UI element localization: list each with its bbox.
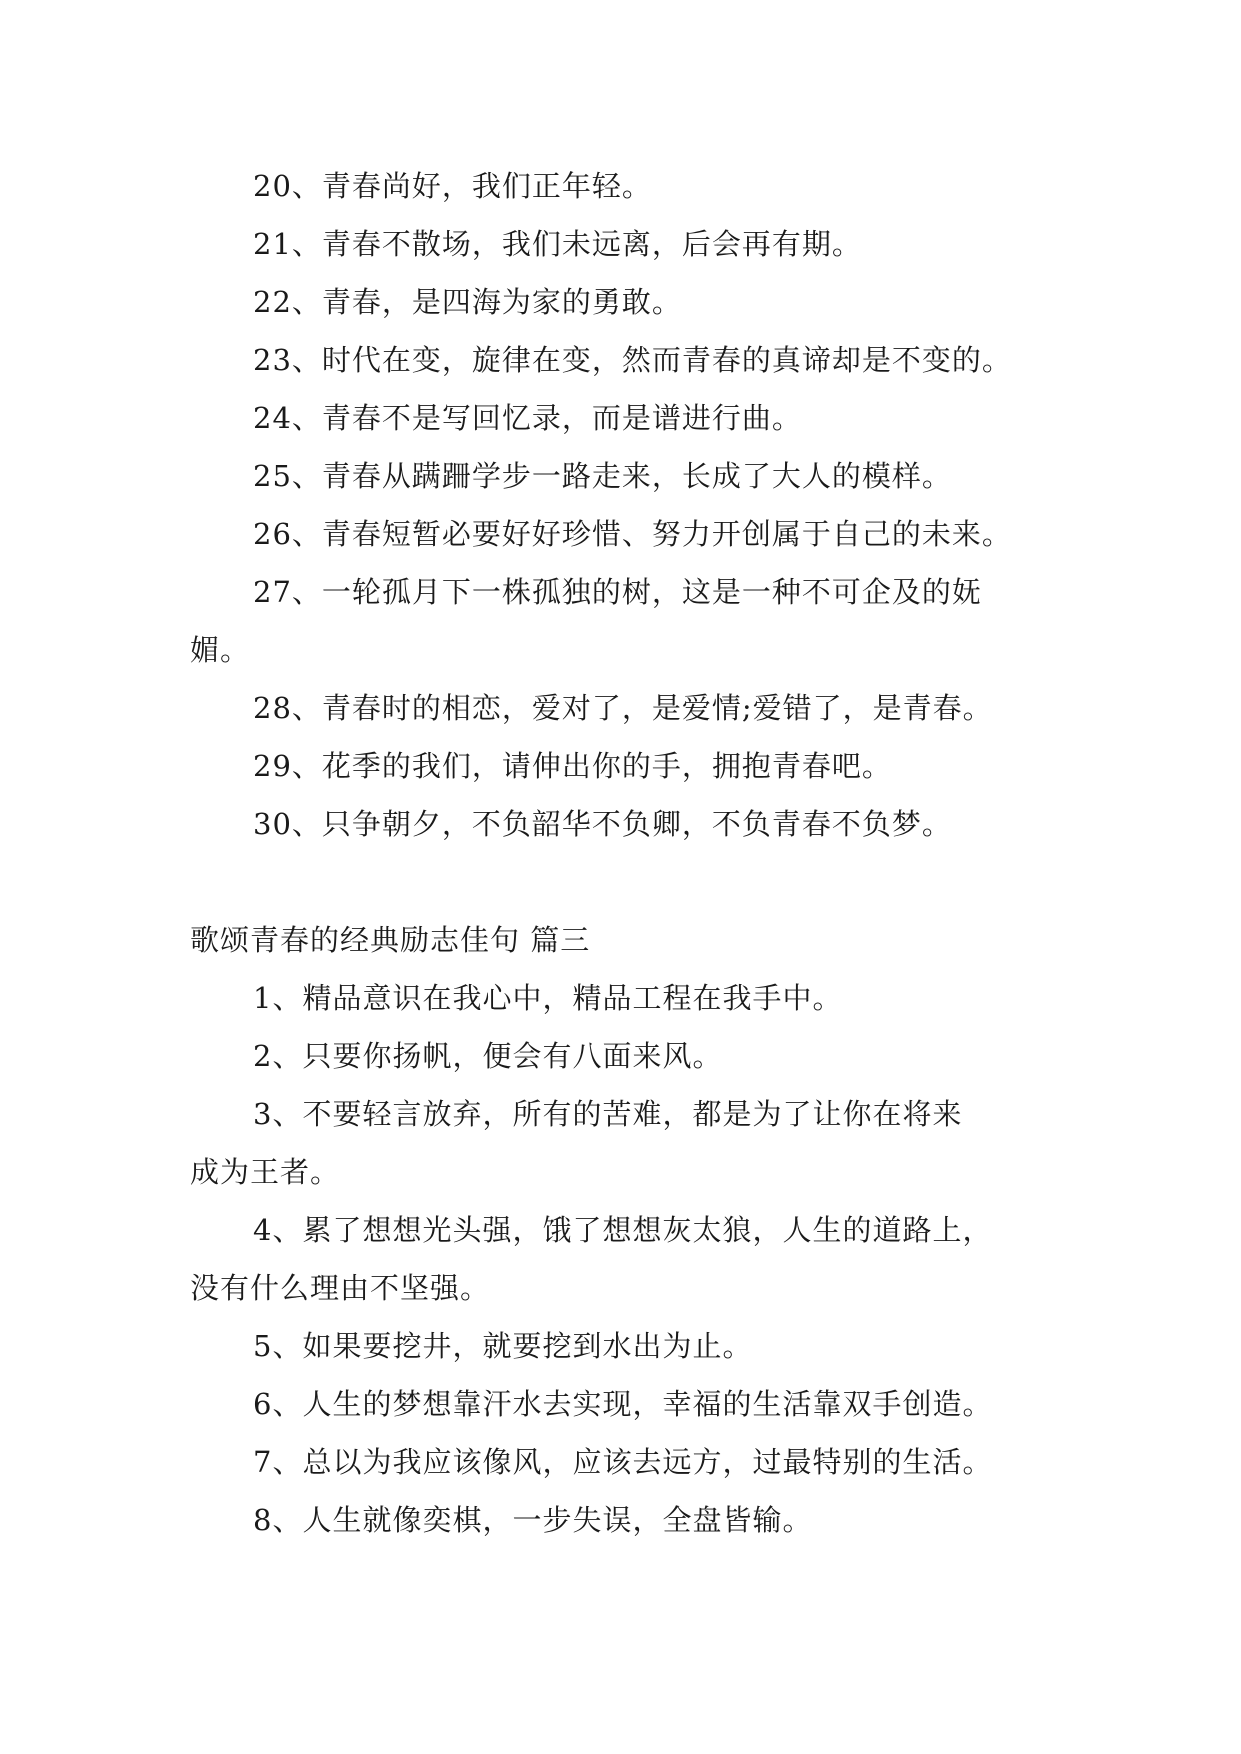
list-item: 27、一轮孤月下一株孤独的树，这是一种不可企及的妩 <box>253 575 982 609</box>
list-item-continuation: 成为王者。 <box>190 1155 341 1189</box>
list-item: 22、青春，是四海为家的勇敢。 <box>253 285 682 319</box>
list-item: 4、累了想想光头强，饿了想想灰太狼，人生的道路上， <box>253 1213 993 1247</box>
list-item: 5、如果要挖井，就要挖到水出为止。 <box>253 1329 753 1363</box>
list-item: 30、只争朝夕，不负韶华不负卿，不负青春不负梦。 <box>253 807 952 841</box>
list-item: 25、青春从蹒跚学步一路走来，长成了大人的模样。 <box>253 459 952 493</box>
list-item: 3、不要轻言放弃，所有的苦难，都是为了让你在将来 <box>253 1097 963 1131</box>
list-item: 28、青春时的相恋，爱对了，是爱情;爱错了，是青春。 <box>253 691 993 725</box>
list-item: 20、青春尚好，我们正年轻。 <box>253 169 652 203</box>
list-item-continuation: 没有什么理由不坚强。 <box>190 1271 491 1305</box>
list-item: 29、花季的我们，请伸出你的手，拥抱青春吧。 <box>253 749 892 783</box>
list-item: 24、青春不是写回忆录，而是谱进行曲。 <box>253 401 802 435</box>
list-item: 26、青春短暂必要好好珍惜、努力开创属于自己的未来。 <box>253 517 1012 551</box>
list-item: 23、时代在变，旋律在变，然而青春的真谛却是不变的。 <box>253 343 1012 377</box>
list-item: 7、总以为我应该像风，应该去远方，过最特别的生活。 <box>253 1445 993 1479</box>
section-heading: 歌颂青春的经典励志佳句 篇三 <box>190 923 591 957</box>
list-item: 1、精品意识在我心中，精品工程在我手中。 <box>253 981 843 1015</box>
list-item: 2、只要你扬帆，便会有八面来风。 <box>253 1039 723 1073</box>
list-item: 21、青春不散场，我们未远离，后会再有期。 <box>253 227 862 261</box>
list-item: 6、人生的梦想靠汗水去实现，幸福的生活靠双手创造。 <box>253 1387 993 1421</box>
list-item-continuation: 媚。 <box>190 633 251 667</box>
list-item: 8、人生就像奕棋，一步失误，全盘皆输。 <box>253 1503 813 1537</box>
